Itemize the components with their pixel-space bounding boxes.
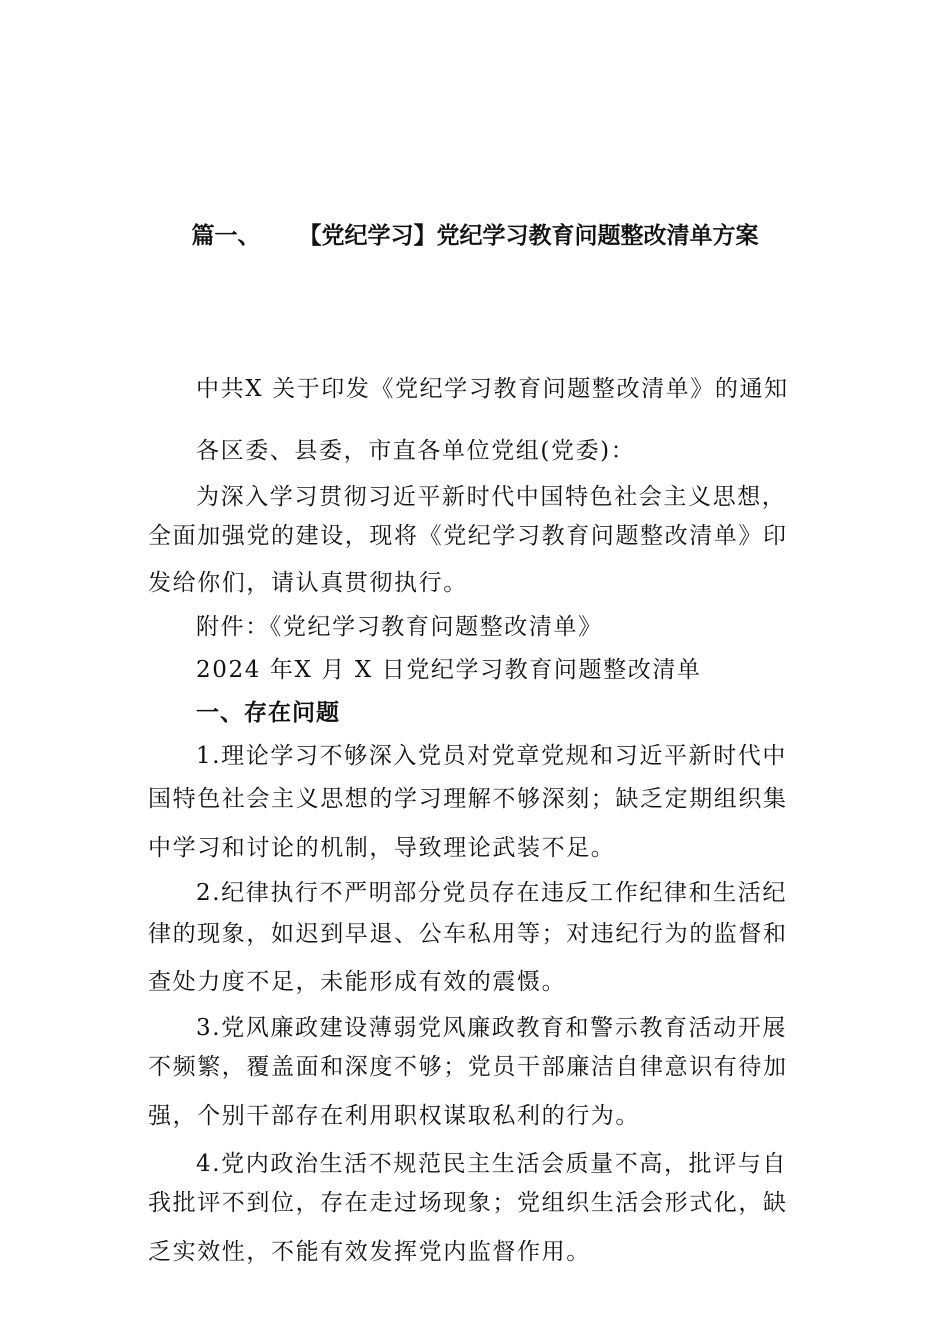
notice-attachment: 附件：《党纪学习教育问题整改清单》	[196, 614, 603, 640]
heading-prefix: 篇一、	[191, 223, 261, 249]
problem-item-line: 1.理论学习不够深入党员对党章党规和习近平新时代中	[196, 743, 787, 769]
problem-item-line: 律的现象，如迟到早退、公车私用等；对违纪行为的监督和	[148, 921, 788, 947]
document-heading	[0, 220, 950, 252]
section-title: 一、存在问题	[196, 700, 340, 726]
notice-salutation: 各区委、县委，市直各单位党组(党委)：	[196, 438, 636, 464]
heading-title: 【党纪学习】党纪学习教育问题整改清单方案	[298, 223, 759, 249]
notice-body-line: 为深入学习贯彻习近平新时代中国特色社会主义思想，	[196, 484, 787, 510]
notice-date-line: 2024 年X 月 X 日党纪学习教育问题整改清单	[196, 657, 702, 683]
problem-item-line: 2.纪律执行不严明部分党员存在违反工作纪律和生活纪	[196, 880, 787, 906]
notice-title: 中共X 关于印发《党纪学习教育问题整改清单》的通知	[196, 376, 789, 402]
problem-item-line: 4.党内政治生活不规范民主生活会质量不高，批评与自	[196, 1151, 787, 1177]
problem-item-line: 我批评不到位，存在走过场现象；党组织生活会形式化，缺	[148, 1190, 788, 1216]
problem-item-line: 3.党风廉政建设薄弱党风廉政教育和警示教育活动开展	[196, 1015, 787, 1041]
problem-item-line: 中学习和讨论的机制，导致理论武装不足。	[148, 835, 616, 861]
notice-body-line: 全面加强党的建设，现将《党纪学习教育问题整改清单》印	[148, 523, 788, 549]
problem-item-line: 不频繁，覆盖面和深度不够；党员干部廉洁自律意识有待加	[148, 1054, 788, 1080]
problem-item-line: 乏实效性，不能有效发挥党内监督作用。	[148, 1239, 591, 1265]
notice-body-line: 发给你们，请认真贯彻执行。	[148, 570, 468, 596]
problem-item-line: 查处力度不足，未能形成有效的震慑。	[148, 969, 567, 995]
problem-item-line: 国特色社会主义思想的学习理解不够深刻；缺乏定期组织集	[148, 786, 788, 812]
problem-item-line: 强，个别干部存在利用职权谋取私利的行为。	[148, 1103, 640, 1129]
